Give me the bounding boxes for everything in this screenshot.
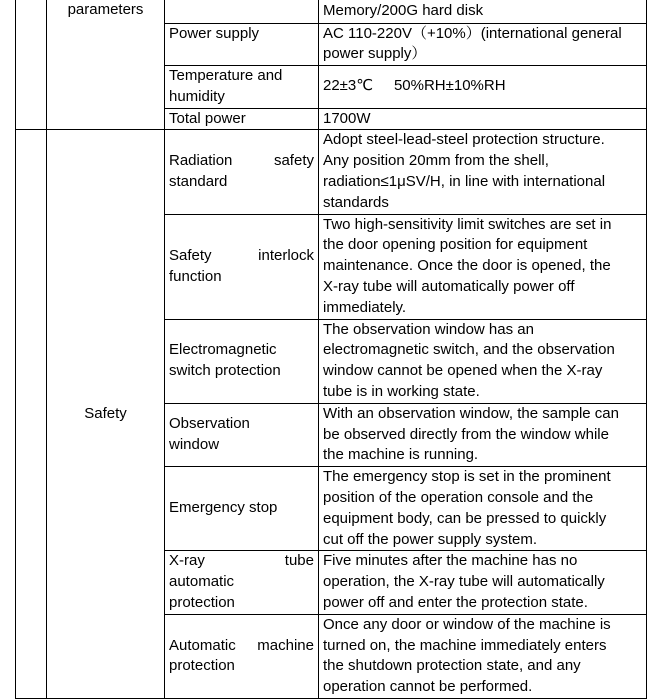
blank-cell — [16, 130, 47, 699]
table-row — [16, 0, 647, 23]
param-name: Temperature and humidity — [165, 66, 319, 109]
table-row — [16, 130, 647, 214]
param-value: 1700W — [319, 108, 647, 130]
section-label-safety: Safety — [47, 130, 165, 699]
safety-item-description: Adopt steel-lead-steel protection structure. Any position 20mm from the shell, radiation≤1μSV/H, in line with international standards — [319, 130, 647, 214]
safety-item-name: Radiation safety standard — [165, 130, 319, 214]
safety-item-description: Five minutes after the machine has no operation, the X-ray tube will automatically power off and enter the protection state. — [319, 551, 647, 614]
param-value: AC 110-220V（+10%）(international general power supply） — [319, 23, 647, 66]
safety-item-description: The emergency stop is set in the prominent position of the operation console and the equipment body, can be pressed to quickly cut off the power supply system. — [319, 467, 647, 551]
safety-item-name: Electromagnetic switch protection — [165, 319, 319, 403]
safety-item-name: Safety interlock function — [165, 214, 319, 319]
safety-item-description: The observation window has an electromagnetic switch, and the observation window cannot be opened when the X-ray tube is in working state. — [319, 319, 647, 403]
safety-item-description: With an observation window, the sample can be observed directly from the window while the machine is running. — [319, 403, 647, 466]
safety-item-name: Emergency stop — [165, 467, 319, 551]
section-label-parameters: parameters — [47, 0, 165, 130]
param-name: Power supply — [165, 23, 319, 66]
param-name — [165, 0, 319, 23]
safety-item-name: Observation window — [165, 403, 319, 466]
param-value: Memory/200G hard disk — [319, 0, 647, 23]
safety-item-name: Automatic machine protection — [165, 614, 319, 698]
blank-cell — [16, 0, 47, 130]
param-name: Total power — [165, 108, 319, 130]
param-value: 22±3℃ 50%RH±10%RH — [319, 66, 647, 109]
safety-item-description: Two high-sensitivity limit switches are set in the door opening position for equipment maintenance. Once the door is opened, the X-ray tube will automatically power off immediately. — [319, 214, 647, 319]
safety-item-name: X-ray tube automatic protection — [165, 551, 319, 614]
spec-table — [15, 0, 647, 699]
safety-item-description: Once any door or window of the machine is turned on, the machine immediately enters the shutdown protection state, and any operation cannot be performed. — [319, 614, 647, 698]
